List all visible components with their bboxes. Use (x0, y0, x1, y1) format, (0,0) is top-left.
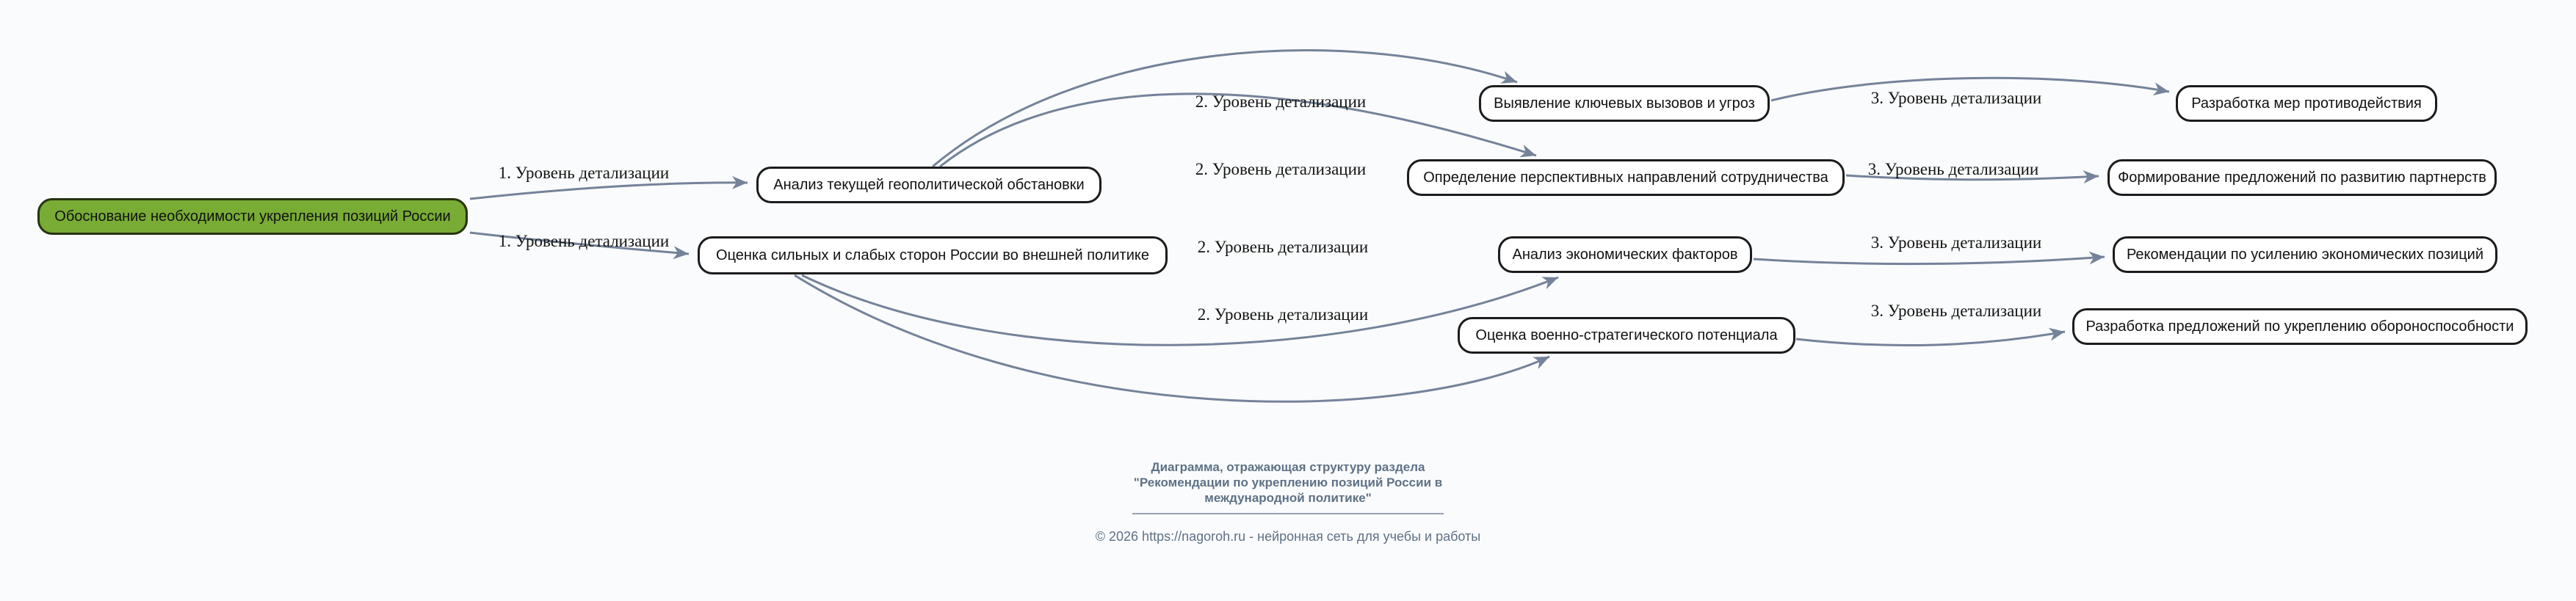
node-geopolitical-analysis: Анализ текущей геополитической обстановки (756, 167, 1101, 203)
edge-label-level2: 2. Уровень детализации (1197, 238, 1369, 256)
edge-label-level2: 2. Уровень детализации (1197, 305, 1369, 324)
edge-label-level1: 1. Уровень детализации (498, 164, 670, 182)
node-key-challenges: Выявление ключевых вызовов и угроз (1479, 85, 1770, 122)
footer-copyright: © 2026 https://nagoroh.ru - нейронная сеть для учебы и работы (1095, 529, 1481, 544)
footer-title-line1: Диаграмма, отражающая структуру раздела (1151, 460, 1425, 474)
node-strengths-weaknesses: Оценка сильных и слабых сторон России во внешней политике (698, 236, 1168, 274)
footer-title-line3: международной политике" (1204, 491, 1372, 505)
edge-label-level1: 1. Уровень детализации (498, 232, 670, 250)
node-military-potential: Оценка военно-стратегического потенциала (1458, 317, 1795, 354)
edge-label-level3: 3. Уровень детализации (1867, 160, 2039, 178)
node-countermeasures: Разработка мер противодействия (2176, 85, 2437, 122)
edge-label-level3: 3. Уровень детализации (1870, 89, 2042, 107)
node-cooperation-directions: Определение перспективных направлений сотрудничества (1407, 159, 1845, 196)
edge-label-level3: 3. Уровень детализации (1870, 302, 2042, 320)
footer-divider (1132, 513, 1444, 514)
edge-label-level2: 2. Уровень детализации (1195, 160, 1367, 178)
edge-label-level2: 2. Уровень детализации (1195, 92, 1367, 111)
node-economic-recommendations: Рекомендации по усилению экономических позиций (2113, 236, 2497, 273)
node-defense-proposals: Разработка предложений по укреплению обороноспособности (2072, 308, 2528, 345)
node-economic-factors: Анализ экономических факторов (1498, 236, 1752, 273)
edge-root-geo (470, 183, 748, 199)
edge-label-level3: 3. Уровень детализации (1870, 233, 2042, 252)
footer-title-line2: "Рекомендации по укреплению позиций России в (1133, 476, 1443, 489)
edge-economic-econrec (1754, 257, 2105, 264)
footer (0, 459, 2576, 544)
edge-military-defense (1796, 332, 2065, 346)
edge-swot-military (795, 275, 1549, 401)
node-partnership-proposals: Формирование предложений по развитию партнерств (2108, 159, 2497, 196)
node-root: Обоснование необходимости укрепления позиций России (37, 198, 468, 235)
